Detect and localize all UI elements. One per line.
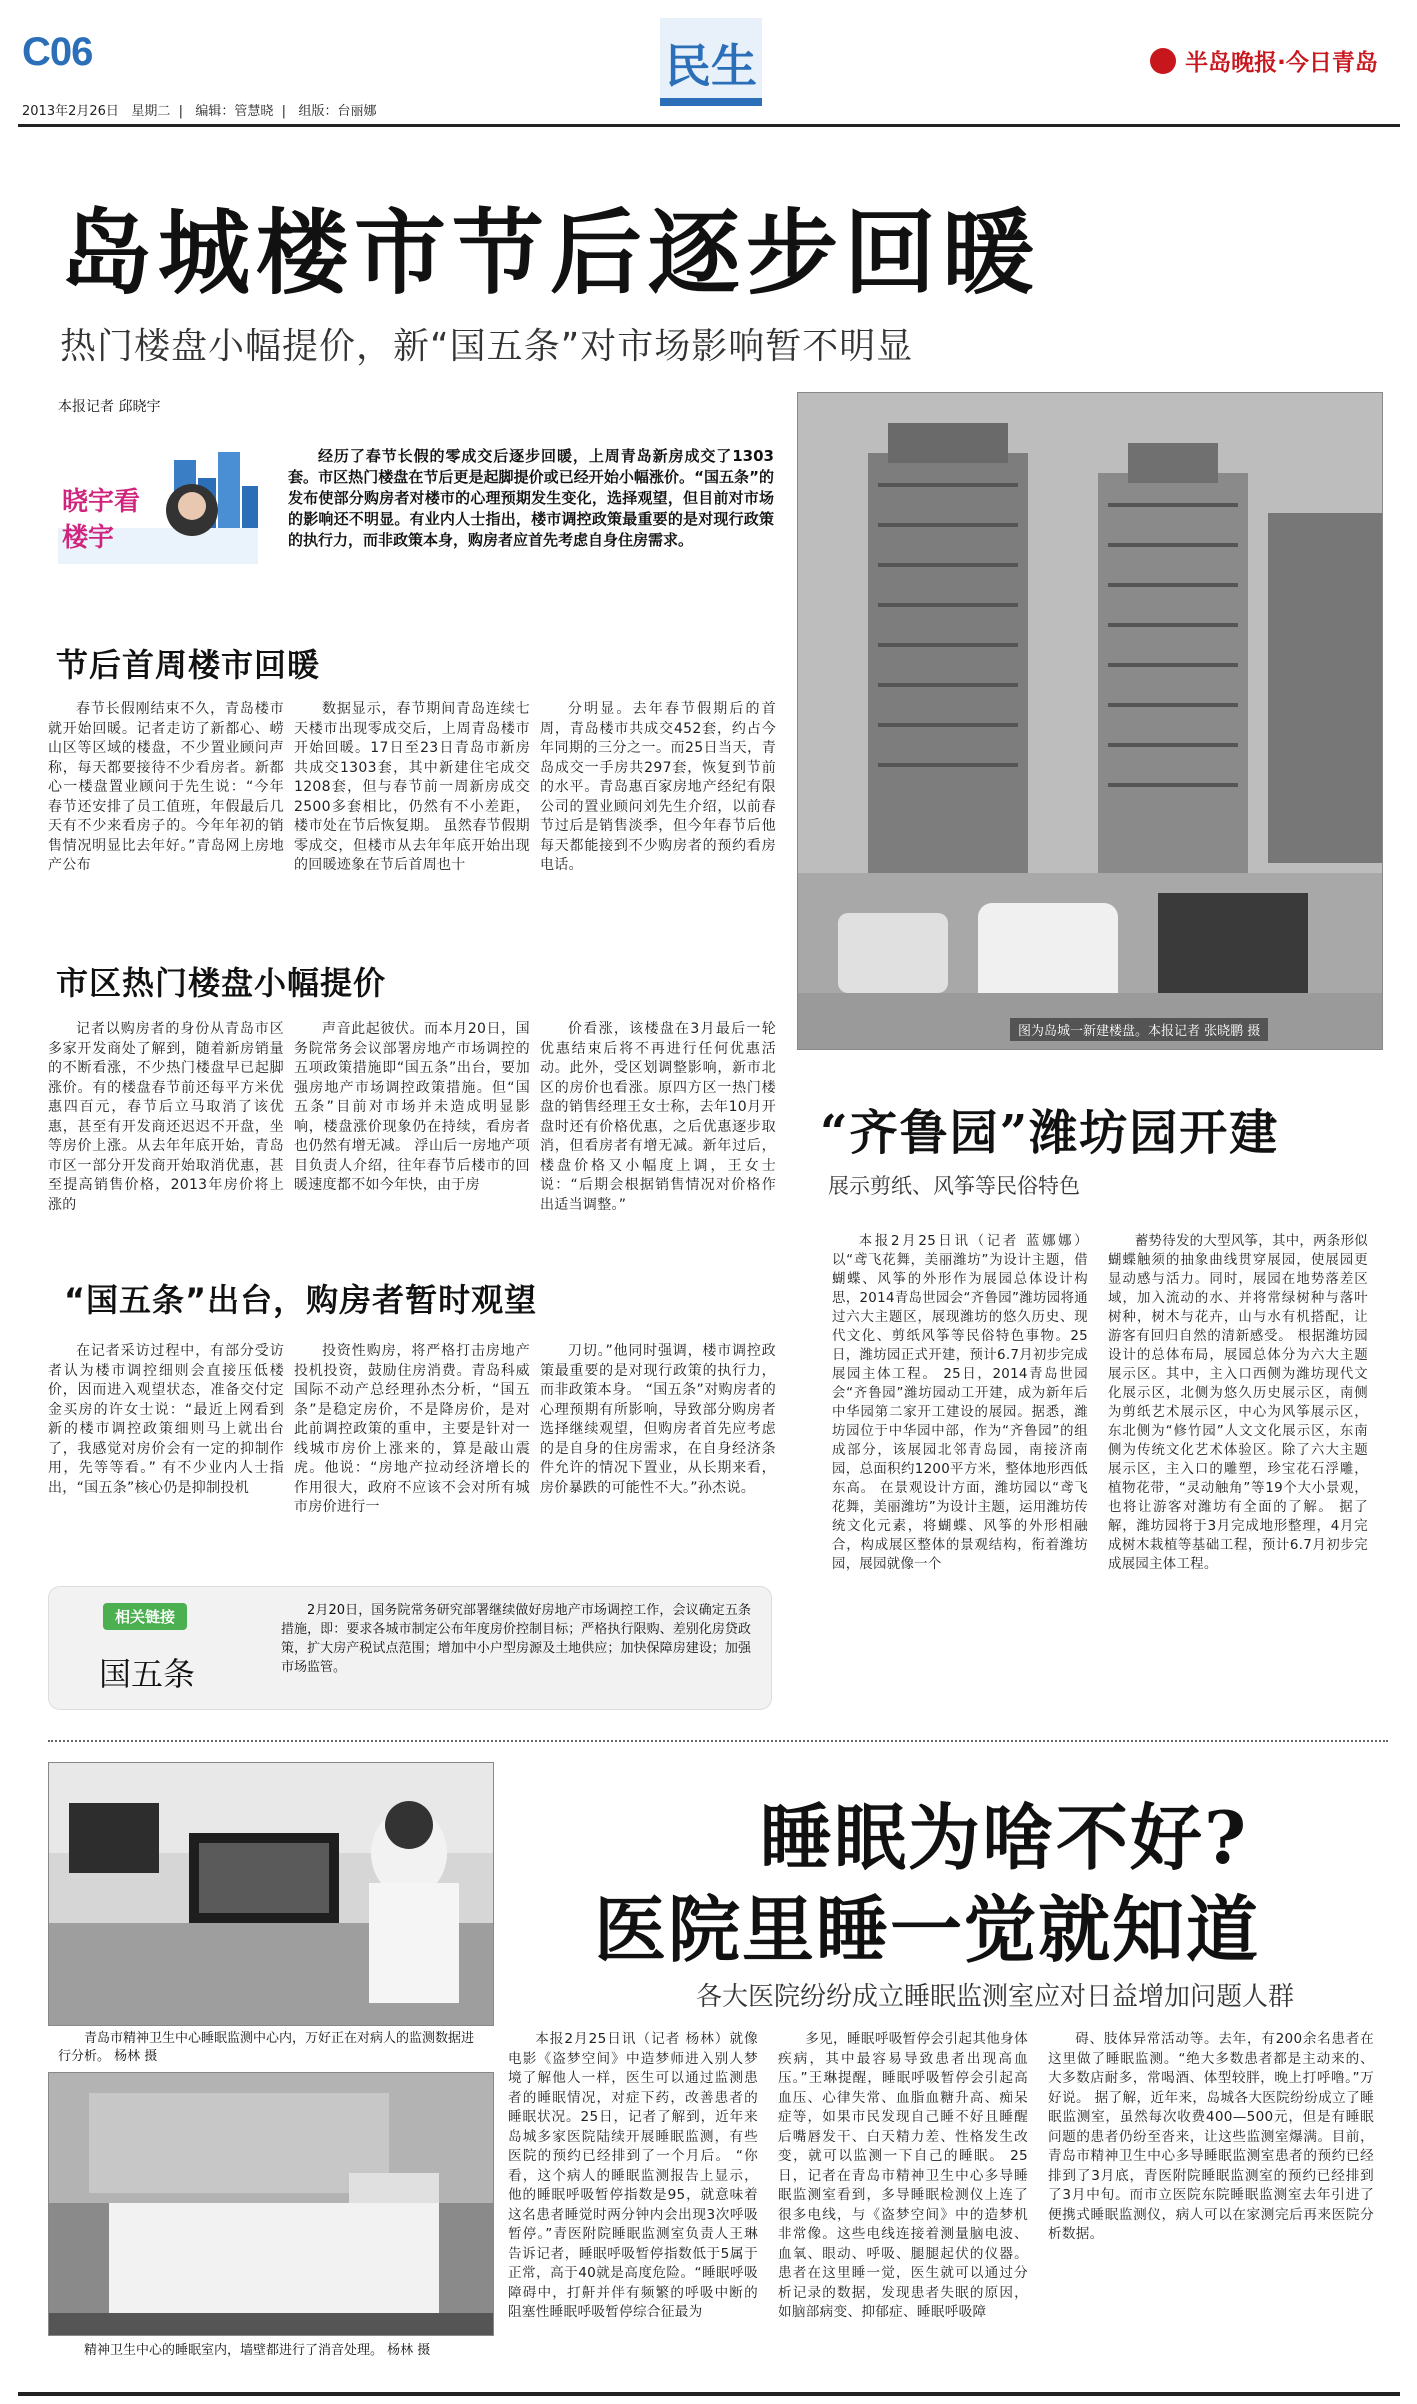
sleep-col2: 多见，睡眠呼吸暂停会引起其他身体疾病，其中最容易导致患者出现高血压。”王琳提醒，睡眠呼吸暂停会引起高血压、心律失常、血脂血糖升高、痴呆症等，如果市民发现自己睡不好且睡醒后嘴唇发干、白天精力差、性格发生改变，就可以监测一下自己的睡眠。 25日，记者在青岛市精神卫生中心多导睡眠监测室看到，多导睡眠检测仪上连了很多电线，与《盗梦空间》中的造梦机非常像。这些电线连接着测量脑电波、血氧、眼动、呼吸、腿腿起伏的仪器。患者在这里睡一觉，医生就可以通过分析记录的数据，发现患者失眠的原因，如脑部病变、抑郁症、睡眠呼吸障 <box>778 2031 1028 2320</box>
section1-col3: 分明显。去年春节假期后的首周，青岛楼市共成交452套，约占今年同期的三分之一。而25日当天，青岛成交一手房共297套，恢复到节前的水平。青岛惠百家房地产经纪有限公司的置业顾问刘先生介绍，以前春节过后是销售淡季，但今年春节后他每天都能接到不少购房者的预约看房电话。 <box>540 701 776 873</box>
building-photo-image <box>798 393 1382 1049</box>
related-box <box>48 1586 772 1710</box>
lead-photo-caption: 图为岛城一新建楼盘。本报记者 张晓鹏 摄 <box>1010 1018 1268 1041</box>
related-text: 2月20日，国务院常务研究部署继续做好房地产市场调控工作，会议确定五条措施，即：要求各城市制定公布年度房价控制目标；严格执行限购、差别化房贷政策，扩大房产税试点范围；增加中小户型房源及土地供应；加快保障房建设；加强市场监管。 <box>281 1603 751 1675</box>
lead-photo <box>797 392 1383 1050</box>
section2-col2: 声音此起彼伏。而本月20日，国务院常务会议部署房地产市场调控的五项政策措施即“国五条”出台，要加强房地产市场调控政策措施。但“国五条”目前对市场并未造成明显影响，楼盘涨价现象仍在持续，看房者也仍然有增无减。 浮山后一房地产项目负责人介绍，往年春节后楼市的回暖速度都不如今年快，由于房 <box>294 1021 530 1193</box>
header-layout: 组版：台丽娜 <box>298 104 377 119</box>
lead-byline: 本报记者 邱晓宇 <box>58 399 161 415</box>
sleep-col1: 本报2月25日讯（记者 杨林）就像电影《盗梦空间》中造梦师进入别人梦境了解他人一样，医生可以通过监测患者的睡眠情况，对症下药，改善患者的睡眠状况。25日，记者了解到，近年来岛城多家医院陆续开展睡眠监测，有些医院的预约已经排到了一个月后。 “你看，这个病人的睡眠监测报告上显示，他的睡眠呼吸暂停指数是95，就意味着这名患者睡觉时两分钟内会出现3次呼吸暂停。”青医附院睡眠监测室负责人王琳告诉记者，睡眠呼吸暂停指数低于5属于正常，高于40就是高度危险。“睡眠呼吸障碍中，打鼾并伴有频繁的呼吸中断的阻塞性睡眠呼吸暂停综合征最为 <box>508 2031 758 2320</box>
monitoring-room-image <box>49 1763 493 2025</box>
footer-rule <box>18 2392 1400 2396</box>
section2-col3: 价看涨，该楼盘在3月最后一轮优惠结束后将不再进行任何优惠活动。此外，受区划调整影响，新市北区的房价也看涨。原四方区一热门楼盘的销售经理王女士称，去年10月开盘时还有价格优惠，之后优惠逐步取消，但看房者有增无减。新年过后，楼盘价格又小幅度上调，王女士说：“后期会根据销售情况对价格作出适当调整。” <box>540 1021 776 1213</box>
brand-logo <box>1150 44 1400 94</box>
sleep-title-line2: 医院里睡一觉就知道 <box>594 1887 1261 1972</box>
header-rule <box>18 124 1400 127</box>
lead-intro: 经历了春节长假的零成交后逐步回暖，上周青岛新房成交了1303套。市区热门楼盘在节后更是起脚提价或已经开始小幅涨价。“国五条”的发布使部分购房者对楼市的心理预期发生变化，选择观望，但目前对市场的影响还不明显。有业内人士指出，楼市调控政策最重要的是对现行政策的执行力，而非政策本身，购房者应首先考虑自身住房需求。 <box>288 447 774 549</box>
brand-name: 半岛晚报·今日青岛 <box>1185 50 1378 76</box>
sleep-photo-2 <box>48 2072 494 2336</box>
column-logo-text: 晓宇看楼宇 <box>62 487 141 553</box>
section2-col1: 记者以购房者的身份从青岛市区多家开发商处了解到，随着新房销量的不断看涨，不少热门楼盘早已起脚涨价。有的楼盘春节前还每平方米优惠四百元，春节后立马取消了该优惠，甚至有开发商还迟迟不开盘，坐等房价上涨。从去年年底开始，青岛市区一部分开发商开始取消优惠，甚至提高销售价格，2013年房价将上涨的 <box>48 1021 284 1213</box>
section1-col1: 春节长假刚结束不久，青岛楼市就开始回暖。记者走访了新都心、崂山区等区域的楼盘，不少置业顾问声称，每天都要接待不少看房者。新都心一楼盘置业顾问于先生说：“今年春节还安排了员工值班，年假最后几天有不少来看房子的。今年年初的销售情况明显比去年好。”青岛网上房地产公布 <box>48 701 284 873</box>
story-divider <box>48 1740 1388 1742</box>
header-weekday: 星期二 <box>131 104 171 119</box>
section3-heading: “国五条”出台，购房者暂时观望 <box>64 1281 538 1319</box>
lead-title: 岛城楼市节后逐步回暖 <box>60 199 1041 307</box>
sleep-photo-2-caption: 精神卫生中心的睡眠室内，墙壁都进行了消音处理。 杨林 摄 <box>84 2343 431 2358</box>
section1-heading: 节后首周楼市回暖 <box>56 646 321 684</box>
section-tab <box>652 18 770 110</box>
weifang-subtitle: 展示剪纸、风筝等民俗特色 <box>828 1174 1080 1198</box>
weifang-col2: 蓄势待发的大型风筝，其中，两条形似蝴蝶触须的抽象曲线贯穿展园，使展园更显动感与活力。同时，展园在地势落差区域，加入流动的水、并将常绿树种与落叶树种，树木与花卉，山与水有机搭配，让游客有回归自然的清新感受。 根据潍坊园设计的总体布局，展园总体分为六大主题展示区。其中，主入口西侧为潍坊现代文化展示区，北侧为悠久历史展示区，南侧为剪纸艺术展示区，中心为风筝展示区，东北侧为“修竹园”人文文化展示区，东南侧为传统文化艺术体验区。除了六大主题展示区，主入口的雕塑，珍宝花石浮雕，植物花带，“灵动触角”等19个大小景观，也将让游客对潍坊有全面的了解。 据了解，潍坊园将于3月完成地形整理，4月完成树木栽植等基础工程，预计6.7月初步完成展园主体工程。 <box>1108 1234 1368 1572</box>
lead-subtitle: 热门楼盘小幅提价，新“国五条”对市场影响暂不明显 <box>60 326 914 367</box>
weifang-col1: 本报2月25日讯（记者 蓝娜娜）以“鸢飞花舞，美丽潍坊”为设计主题，借蝴蝶、风筝的外形作为展园总体设计构思，2014青岛世园会“齐鲁园”潍坊园将通过六大主题区，展现潍坊的悠久历史、现代文化、剪纸风筝等民俗特色事物。25日，潍坊园正式开建，预计6.7月初步完成展园主体工程。 25日，2014青岛世园会“齐鲁园”潍坊园动工开建，成为新年后中华园第二家开工建设的展园。据悉，潍坊园位于中华园中部，作为“齐鲁园”的组成部分，该展园北邻青岛园，南接济南园，总面积约1200平方米，整体地形西低东高。 在景观设计方面，潍坊园以“鸢飞花舞，美丽潍坊”为设计主题，运用潍坊传统文化元素，将蝴蝶、风筝的外形相融合，构成展区整体的景观结构，衔着潍坊园，展园就像一个 <box>832 1234 1088 1572</box>
section-name: 民生 <box>665 39 757 93</box>
header-date: 2013年2月26日 <box>22 104 119 119</box>
header-editor: 编辑：管慧晓 <box>195 104 274 119</box>
related-title: 国五条 <box>99 1655 196 1693</box>
sleep-col3: 碍、肢体异常活动等。去年，有200余名患者在这里做了睡眠监测。“绝大多数患者都是主动来的、大多数店耐多，常喝酒、体型较胖，晚上打呼噜。”万好说。 据了解，近年来，岛城各大医院纷纷成立了睡眠监测室，虽然每次收费400—500元，但是有睡眠问题的患者仍纷至沓来，让这些监测室爆满。目前，青岛市精神卫生中心多导睡眠监测室患者的预约已经排到了3月底，青医附院睡眠监测室的预约已经排到了3月中旬。而市立医院东院睡眠监测室去年引进了便携式睡眠监测仪，病人可以在家测完后再来医院分析数据。 <box>1048 2031 1374 2242</box>
section2-heading: 市区热门楼盘小幅提价 <box>56 964 387 1002</box>
brand-emblem-icon <box>1150 48 1176 74</box>
section3-col2: 投资性购房，将严格打击房地产投机投资，鼓励住房消费。青岛科威国际不动产总经理孙杰分析，“国五条”是稳定房价，不是降房价，是对此前调控政策的重申，主要是针对一线城市房价上涨来的，算是敲山震虎。他说：“房地产拉动经济增长的作用很大，政府不应该不会对所有城市房价进行一 <box>294 1343 530 1515</box>
sleep-room-image <box>49 2073 493 2335</box>
page-code: C06 <box>22 30 93 74</box>
section3-col1: 在记者采访过程中，有部分受访者认为楼市调控细则会直接压低楼价，因而进入观望状态，准备交付定金买房的许女士说：“最近上网看到新的楼市调控政策细则马上就出台了，我感觉对房价会有一定的抑制作用，先等等看。” 有不少业内人士指出，“国五条”核心仍是抑制投机 <box>48 1343 284 1496</box>
column-logo <box>56 450 260 568</box>
sleep-photo-1 <box>48 1762 494 2026</box>
sleep-subtitle: 各大医院纷纷成立睡眠监测室应对日益增加问题人群 <box>696 1982 1295 2012</box>
header-info: 2013年2月26日 星期二 | 编辑：管慧晓 | 组版：台丽娜 <box>22 104 377 119</box>
section3-col3: 刀切。”他同时强调，楼市调控政策最重要的是对现行政策的执行力，而非政策本身。 “国五条”对购房者的心理预期有所影响，导致部分购房者选择继续观望，但购房者首先应考虑的是自身的住房需求，在自身经济条件允许的情况下置业，从长期来看，房价暴跌的可能性不大。”孙杰说。 <box>540 1343 776 1496</box>
weifang-title: “齐鲁园”潍坊园开建 <box>820 1105 1280 1161</box>
sleep-photo-1-caption: 青岛市精神卫生中心睡眠监测中心内，万好正在对病人的监测数据进行分析。 杨林 摄 <box>58 2031 475 2064</box>
related-badge: 相关链接 <box>103 1603 187 1630</box>
section1-col2: 数据显示，春节期间青岛连续七天楼市出现零成交后，上周青岛楼市开始回暖。17日至23日青岛市新房共成交1303套，其中新建住宅成交1208套，但与春节前一周新房成交2500多套相比，仍然有不小差距，楼市处在节后恢复期。 虽然春节假期零成交，但楼市从去年年底开始出现的回暖迹象在节后首周也十 <box>294 701 530 873</box>
sleep-title-line1: 睡眠为啥不好? <box>760 1795 1249 1880</box>
